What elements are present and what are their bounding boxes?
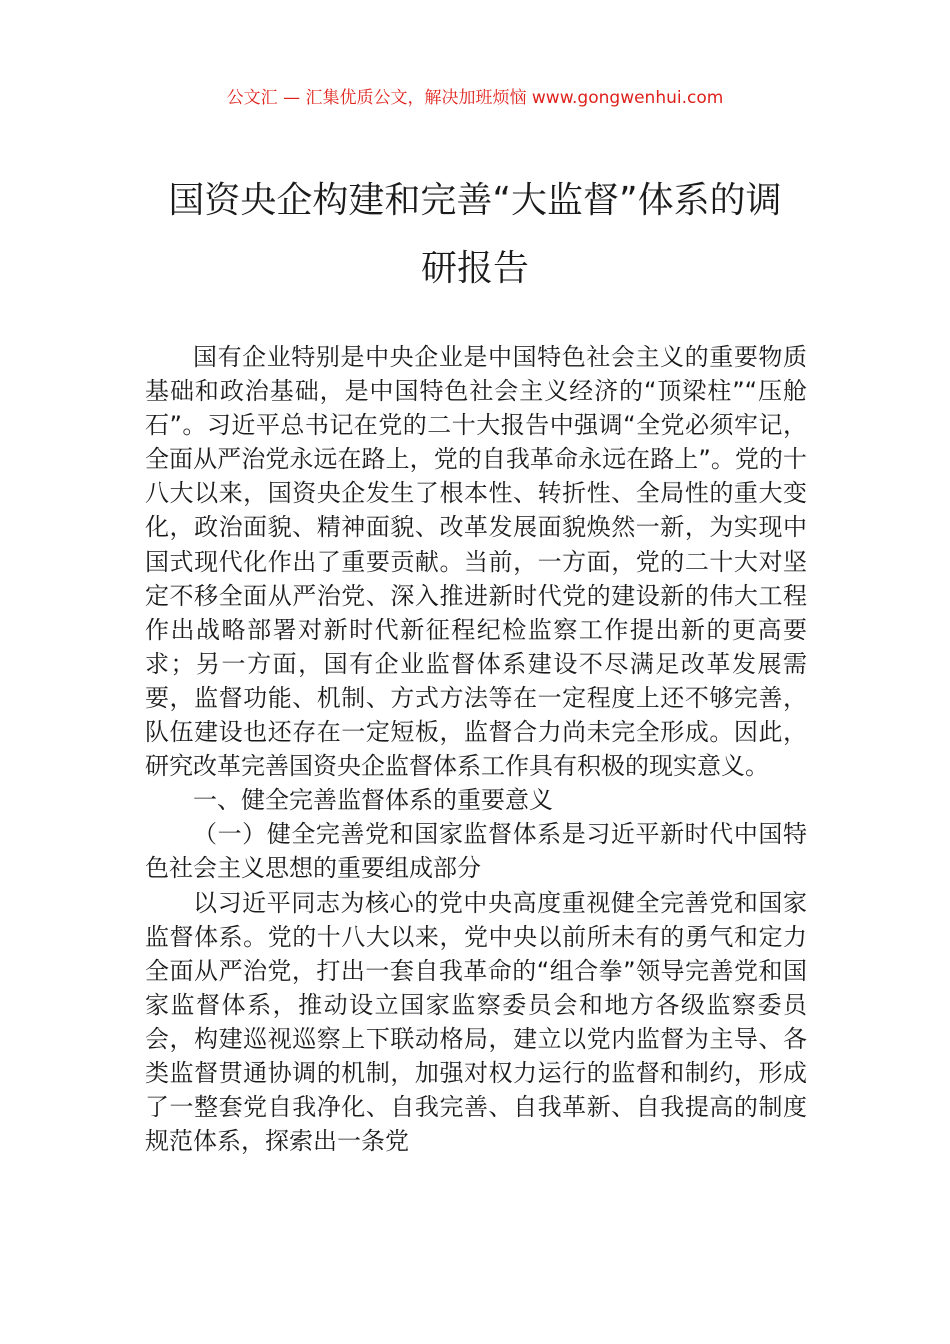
intro-paragraph: 国有企业特别是中央企业是中国特色社会主义的重要物质基础和政治基础，是中国特色社会主义经济的“顶梁柱”“压舱石”。习近平总书记在党的二十大报告中强调“全党必须牢记，全面从严治党永远在路上，党的自我革命永远在路上”。党的十八大以来，国资央企发生了根本性、转折性、全局性的重大变化，政治面貌、精神面貌、改革发展面貌焕然一新，为实现中国式现代化作出了重要贡献。当前，一方面，党的二十大对坚定不移全面从严治党、深入推进新时代党的建设新的伟大工程作出战略部署对新时代新征程纪检监察工作提出新的更高要求；另一方面，国有企业监督体系建设不尽满足改革发展需要，监督功能、机制、方式方法等在一定程度上还不够完善，队伍建设也还存在一定短板，监督合力尚未完全形成。因此，研究改革完善国资央企监督体系工作具有积极的现实意义。	[145, 343, 807, 781]
document-title-line-2: 研报告	[420, 248, 529, 289]
site-banner: 公文汇 — 汇集优质公文，解决加班烦恼 www.gongwenhui.com	[226, 88, 724, 108]
document-body	[145, 340, 807, 1158]
document-title-line-1: 国资央企构建和完善“大监督”体系的调	[168, 180, 782, 221]
body-paragraph: 以习近平同志为核心的党中央高度重视健全完善党和国家监督体系。党的十八大以来，党中央以前所未有的勇气和定力全面从严治党，打出一套自我革命的“组合拳”领导完善党和国家监督体系，推动设立国家监察委员会和地方各级监察委员会，构建巡视巡察上下联动格局，建立以党内监督为主导、各类监督贯通协调的机制，加强对权力运行的监督和制约，形成了一整套党自我净化、自我完善、自我革新、自我提高的制度规范体系，探索出一条党	[145, 888, 807, 1156]
subsection-heading: （一）健全完善党和国家监督体系是习近平新时代中国特色社会主义思想的重要组成部分	[145, 820, 807, 883]
section-heading: 一、健全完善监督体系的重要意义	[193, 786, 553, 815]
